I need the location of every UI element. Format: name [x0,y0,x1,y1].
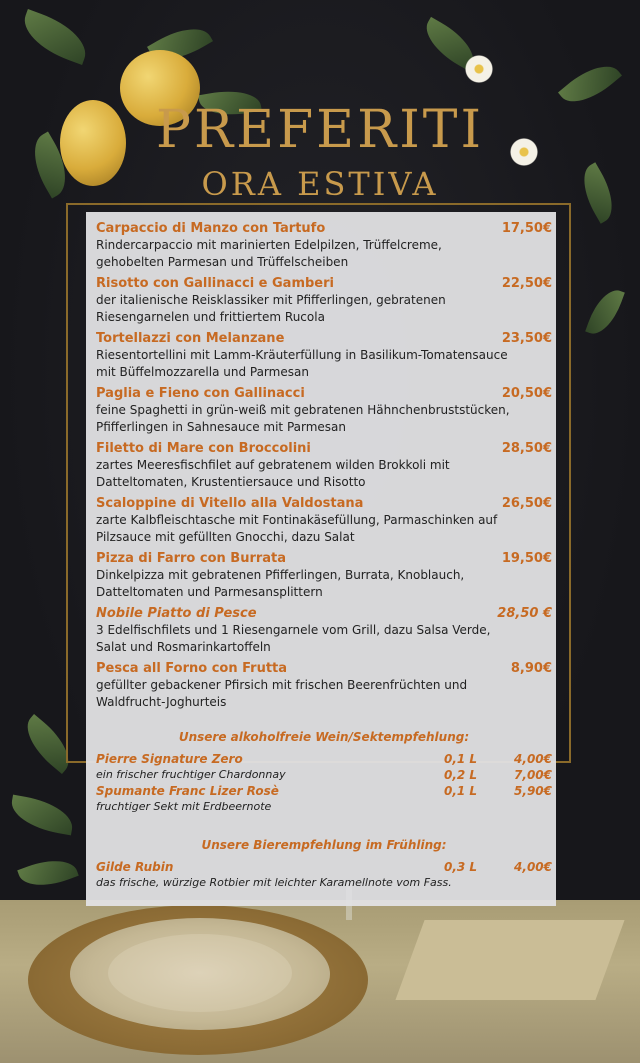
wine-note: fruchtiger Sekt mit Erdbeernote [96,800,272,813]
wine-row [96,783,552,799]
wine-volume: 0,2 L [444,768,478,782]
menu-item-price: 19,50€ [501,551,552,566]
menu-item-header [96,660,552,677]
wine-list [96,751,556,799]
menu-item-name: Pesca all Forno con Frutta [96,661,288,676]
menu-item-description: feine Spaghetti in grün-weiß mit gebratenen Hähnchenbruststücken, Pfifferlingen in Sahnesauce mit Parmesan [96,403,510,434]
beer-volume: 0,3 L [444,860,478,874]
menu-item-name: Carpaccio di Manzo con Tartufo [96,221,326,236]
menu-item-price: 28,50€ [501,441,552,456]
menu-item-description: 3 Edelfischfilets und 1 Riesengarnele vom Grill, dazu Salsa Verde, Salat und Rosmarinkartoffeln [96,623,491,654]
menu-item-header [96,440,552,457]
menu-item-name: Tortellazzi con Melanzane [96,331,285,346]
page-title: PREFERITI [155,100,485,160]
menu-item-header [96,495,552,512]
menu-item [96,660,556,711]
menu-item-price: 26,50€ [501,496,552,511]
menu-item [96,605,556,656]
beer-description: das frische, würzige Rotbier mit leichter Karamellnote vom Fass. [96,876,452,889]
blossom-decoration [465,55,493,83]
menu-item-header [96,550,552,567]
wine-name: Spumante Franc Lizer Rosè [96,784,279,798]
wine-price: 5,90€ [514,784,552,798]
menu-item-header [96,385,552,402]
wine-price: 4,00€ [514,752,552,766]
menu-card [86,212,556,906]
beer-list [96,859,556,891]
wine-name: Pierre Signature Zero [96,752,243,766]
menu-item-name: Filetto di Mare con Broccolini [96,441,311,456]
menu-item-price: 17,50€ [501,221,552,236]
menu-item [96,220,556,271]
menu-item-price: 8,90€ [510,661,552,676]
menu-item-description: Dinkelpizza mit gebratenen Pfifferlingen, Burrata, Knoblauch, Datteltomaten und Parmesansplittern [96,568,465,599]
beer-row [96,859,552,875]
menu-item-header [96,275,552,292]
menu-item [96,495,556,546]
menu-item-price: 28,50 € [497,606,552,621]
menu-item-price: 23,50€ [501,331,552,346]
title-block [0,100,640,204]
menu-item-name: Nobile Piatto di Pesce [96,606,257,621]
wine-volume: 0,1 L [444,784,478,798]
menu-item-description: der italienische Reisklassiker mit Pfifferlingen, gebratenen Riesengarnelen und frittiertem Rucola [96,293,446,324]
menu-item-header [96,330,552,347]
menu-item-name: Scaloppine di Vitello alla Valdostana [96,496,364,511]
menu-item-description: gefüllter gebackener Pfirsich mit frischen Beerenfrüchten und Waldfrucht-Joghurteis [96,678,468,709]
menu-item-name: Paglia e Fieno con Gallinacci [96,386,305,401]
beer-name: Gilde Rubin [96,860,174,874]
menu-item [96,550,556,601]
menu-item [96,440,556,491]
wine-volume: 0,1 L [444,752,478,766]
menu-item-header [96,605,552,622]
plate-center [108,934,292,1012]
wine-row [96,767,552,783]
menu-item [96,385,556,436]
menu-item-price: 22,50€ [501,276,552,291]
menu-item-description: zarte Kalbfleischtasche mit Fontinakäsefüllung, Parmaschinken auf Pilzsauce mit gefüllten Gnocchi, dazu Salat [96,513,498,544]
menu-item-price: 20,50€ [501,386,552,401]
beer-section-title: Unsere Bierempfehlung im Frühling: [201,838,447,852]
wine-section-title: Unsere alkoholfreie Wein/Sektempfehlung: [178,730,470,744]
wine-row [96,751,552,767]
beer-price: 4,00€ [514,860,552,874]
menu-item-description: Rindercarpaccio mit marinierten Edelpilzen, Trüffelcreme, gehobelten Parmesan und Trüffelscheiben [96,238,442,269]
menu-item-name: Risotto con Gallinacci e Gamberi [96,276,334,291]
menu-item-description: Riesentortellini mit Lamm-Kräuterfüllung in Basilikum-Tomatensauce mit Büffelmozzarella und Parmesan [96,348,508,379]
wine-name: ein frischer fruchtiger Chardonnay [96,768,286,781]
page-subtitle: ORA ESTIVA [201,165,439,203]
menu-item [96,330,556,381]
menu-item-description: zartes Meeresfischfilet auf gebratenem wilden Brokkoli mit Datteltomaten, Krustentiersauce und Risotto [96,458,450,489]
menu-item-header [96,220,552,237]
menu-item [96,275,556,326]
napkin [395,920,624,1000]
wine-price: 7,00€ [514,768,552,782]
menu-items-list [96,220,556,711]
menu-item-name: Pizza di Farro con Burrata [96,551,287,566]
